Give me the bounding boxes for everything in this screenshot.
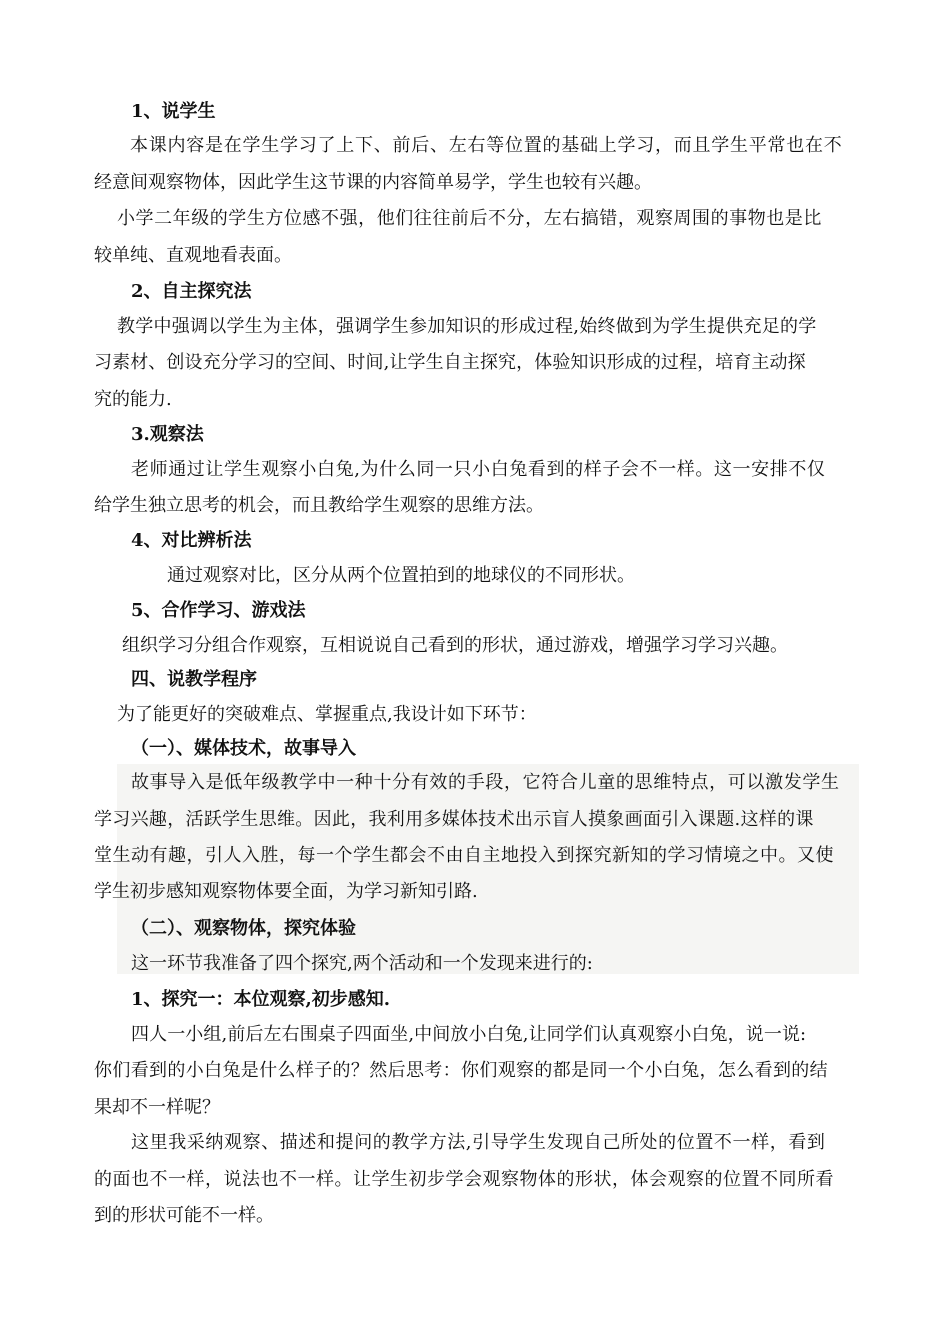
paragraph-line: 果却不一样呢？ xyxy=(94,1097,220,1118)
section-heading: （一）、媒体技术，故事导入 xyxy=(131,738,356,759)
paragraph-line: 你们看到的小白兔是什么样子的？然后思考：你们观察的都是同一个小白兔，怎么看到的结 xyxy=(94,1060,828,1081)
paragraph-line: 经意间观察物体，因此学生这节课的内容简单易学，学生也较有兴趣。 xyxy=(94,172,652,193)
paragraph-line: 习素材、创设充分学习的空间、时间,让学生自主探究，体验知识形成的过程，培育主动探 xyxy=(94,352,806,373)
section-heading: 四、说教学程序 xyxy=(131,669,257,690)
section-heading: 2、自主探究法 xyxy=(131,281,252,302)
paragraph-line: 通过观察对比，区分从两个位置拍到的地球仪的不同形状。 xyxy=(167,565,635,586)
paragraph-line: 的面也不一样，说法也不一样。让学生初步学会观察物体的形状，体会观察的位置不同所看 xyxy=(94,1169,834,1190)
paragraph-line: 这一环节我准备了四个探究,两个活动和一个发现来进行的: xyxy=(131,953,593,974)
paragraph-line: 教学中强调以学生为主体，强调学生参加知识的形成过程,始终做到为学生提供充足的学 xyxy=(117,316,817,337)
section-heading: 1、说学生 xyxy=(131,101,216,122)
paragraph-line: 究的能力. xyxy=(94,389,172,410)
paragraph-line: 学习兴趣，活跃学生思维。因此，我利用多媒体技术出示盲人摸象画面引入课题.这样的课 xyxy=(94,809,814,830)
paragraph-line: 故事导入是低年级教学中一种十分有效的手段，它符合儿童的思维特点，可以激发学生 xyxy=(131,772,840,793)
paragraph-line: 到的形状可能不一样。 xyxy=(94,1205,274,1226)
paragraph-line: 给学生独立思考的机会，而且教给学生观察的思维方法。 xyxy=(94,495,544,516)
paragraph-line: 这里我采纳观察、描述和提问的教学方法,引导学生发现自己所处的位置不一样，看到 xyxy=(131,1132,826,1153)
paragraph-line: 本课内容是在学生学习了上下、前后、左右等位置的基础上学习，而且学生平常也在不 xyxy=(130,135,843,156)
paragraph-line: 小学二年级的学生方位感不强，他们往往前后不分，左右搞错，观察周围的事物也是比 xyxy=(117,208,822,229)
paragraph-line: 组织学习分组合作观察，互相说说自己看到的形状，通过游戏，增强学习学习兴趣。 xyxy=(122,635,788,656)
paragraph-line: 四人一小组,前后左右围桌子四面坐,中间放小白兔,让同学们认真观察小白兔，说一说: xyxy=(131,1024,807,1045)
paragraph-line: 为了能更好的突破难点、掌握重点,我设计如下环节： xyxy=(117,704,537,725)
paragraph-line: 老师通过让学生观察小白兔,为什么同一只小白兔看到的样子会不一样。这一安排不仅 xyxy=(131,459,826,480)
paragraph-line: 堂生动有趣，引人入胜，每一个学生都会不由自主地投入到探究新知的学习情境之中。又使 xyxy=(94,845,834,866)
section-heading: （二）、观察物体，探究体验 xyxy=(131,918,356,939)
paragraph-line: 较单纯、直观地看表面。 xyxy=(94,245,292,266)
section-heading: 4、对比辨析法 xyxy=(131,530,252,551)
paragraph-line: 学生初步感知观察物体要全面，为学习新知引路. xyxy=(94,881,478,902)
section-heading: 5、合作学习、游戏法 xyxy=(131,600,306,621)
section-heading: 3.观察法 xyxy=(131,424,204,445)
section-heading: 1、探究一：本位观察,初步感知. xyxy=(131,989,391,1010)
